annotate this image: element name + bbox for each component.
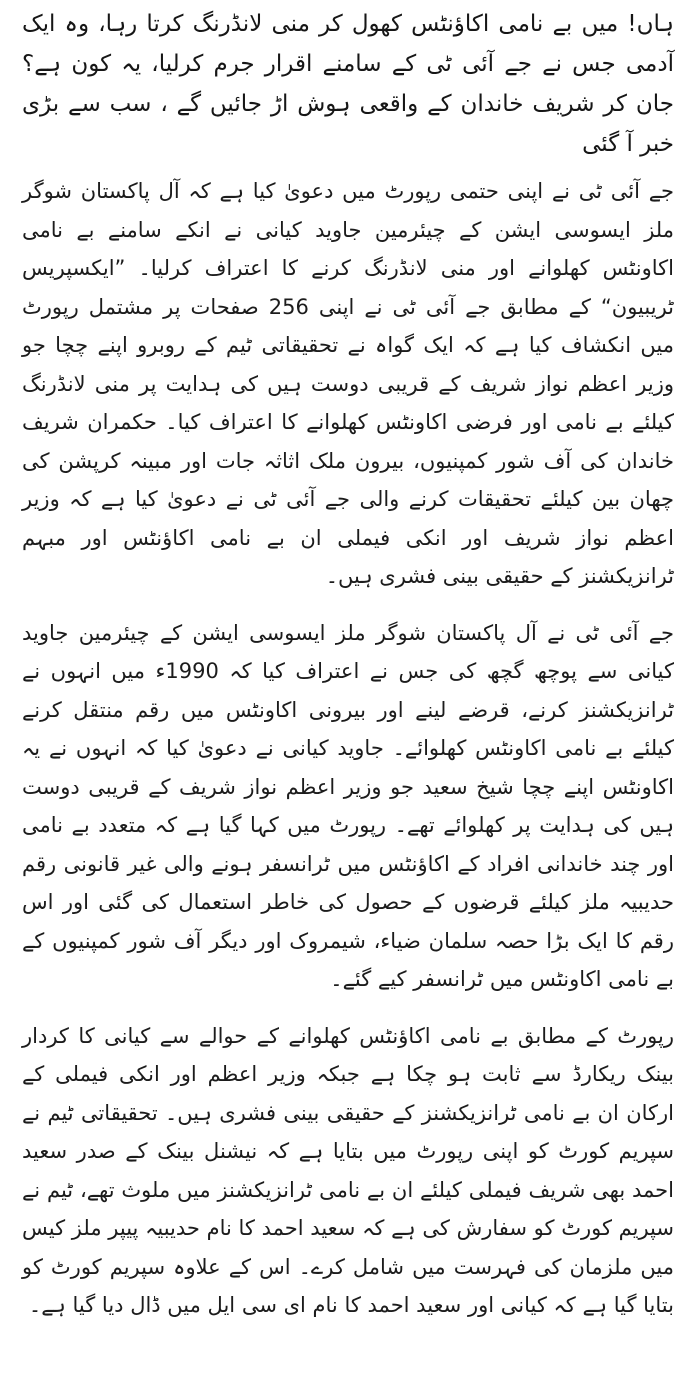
- article-paragraph-1: جے آئی ٹی نے اپنی حتمی رپورٹ میں دعویٰ کیا ہے کہ آل پاکستان شوگر ملز ایسوسی ایشن کے چیئرمین جاوید کیانی نے انکے سامنے بے نامی اکاونٹس کھلوانے اور منی لانڈرنگ کرنے کا اعتراف کرلیا۔ ”ایکسپریس ٹریبیون“ کے مطابق جے آئی ٹی نے اپنی 256 صفحات پر مشتمل رپورٹ میں انکشاف کیا ہے کہ ایک گواہ نے تحقیقاتی ٹیم کے روبرو اپنے چچا جو وزیر اعظم نواز شریف کے قریبی دوست ہیں کی ہدایت پر منی لانڈرنگ کیلئے بے نامی اور فرضی اکاونٹس کھلوانے کا اعتراف کیا۔ حکمران شریف خاندان کی آف شور کمپنیوں، بیرون ملک اثاثہ جات اور مبینہ کرپشن کی چھان بین کیلئے تحقیقات کرنے والی جے آئی ٹی نے دعویٰ کیا ہے کہ وزیر اعظم نواز شریف اور انکی فیملی ان بے نامی اکاؤنٹس اور مبہم ٹرانزیکشنز کے حقیقی بینی فشری ہیں۔: [22, 179, 675, 588]
- article-headline: ہاں! میں بے نامی اکاؤنٹس کھول کر منی لانڈرنگ کرتا رہا، وہ ایک آدمی جس نے جے آئی ٹی کے سامنے اقرار جرم کرلیا، یہ کون ہے؟ جان کر شریف خاندان کے واقعی ہوش اڑ جائیں گے ، سب سے بڑی خبر آ گئی: [22, 11, 674, 157]
- article-paragraph-3: رپورٹ کے مطابق بے نامی اکاؤنٹس کھلوانے کے حوالے سے کیانی کا کردار بینک ریکارڈ سے ثابت ہو چکا ہے جبکہ وزیر اعظم اور انکی فیملی کے ارکان ان بے نامی ٹرانزیکشنز کے حقیقی بینی فشری ہیں۔ تحقیقاتی ٹیم نے سپریم کورٹ کو اپنی رپورٹ میں بتایا ہے کہ نیشنل بینک کے صدر سعید احمد بھی شریف فیملی کیلئے ان بے نامی ٹرانزیکشنز میں ملوث تھے، ٹیم نے سپریم کورٹ کو سفارش کی ہے کہ سعید احمد کا نام حدیبیہ پیپر ملز کیس میں ملزمان کی فہرست میں شامل کرے۔ اس کے علاوہ سپریم کورٹ کو بتایا گیا ہے کہ کیانی اور سعید احمد کا نام ای سی ایل میں ڈال دیا گیا ہے۔: [22, 1023, 674, 1317]
- article-paragraph-2: جے آئی ٹی نے آل پاکستان شوگر ملز ایسوسی ایشن کے چیئرمین جاوید کیانی سے پوچھ گچھ کی جس نے اعتراف کیا کہ 1990ء میں انہوں نے ٹرانزیکشنز کرنے، قرضے لینے اور بیرونی اکاونٹس میں رقم منتقل کرنے کیلئے بے نامی اکاونٹس کھلوائے۔ جاوید کیانی نے دعویٰ کیا کہ انہوں نے یہ اکاونٹس اپنے چچا شیخ سعید جو وزیر اعظم نواز شریف کے قریبی دوست ہیں کی ہدایت پر کھلوائے تھے۔ رپورٹ میں کہا گیا ہے کہ متعدد بے نامی اور چند خاندانی افراد کے اکاؤنٹس میں ٹرانسفر ہونے والی غیر قانونی رقم حدیبیہ ملز کیلئے قرضوں کے حصول کی خاطر استعمال کی گئی اور اس رقم کا ایک بڑا حصہ سلمان ضیاء، شیمروک اور دیگر آف شور کمپنیوں کے بے نامی اکاونٹس میں ٹرانسفر کیے گئے۔: [22, 620, 674, 991]
- news-article: [22, 4, 674, 1343]
